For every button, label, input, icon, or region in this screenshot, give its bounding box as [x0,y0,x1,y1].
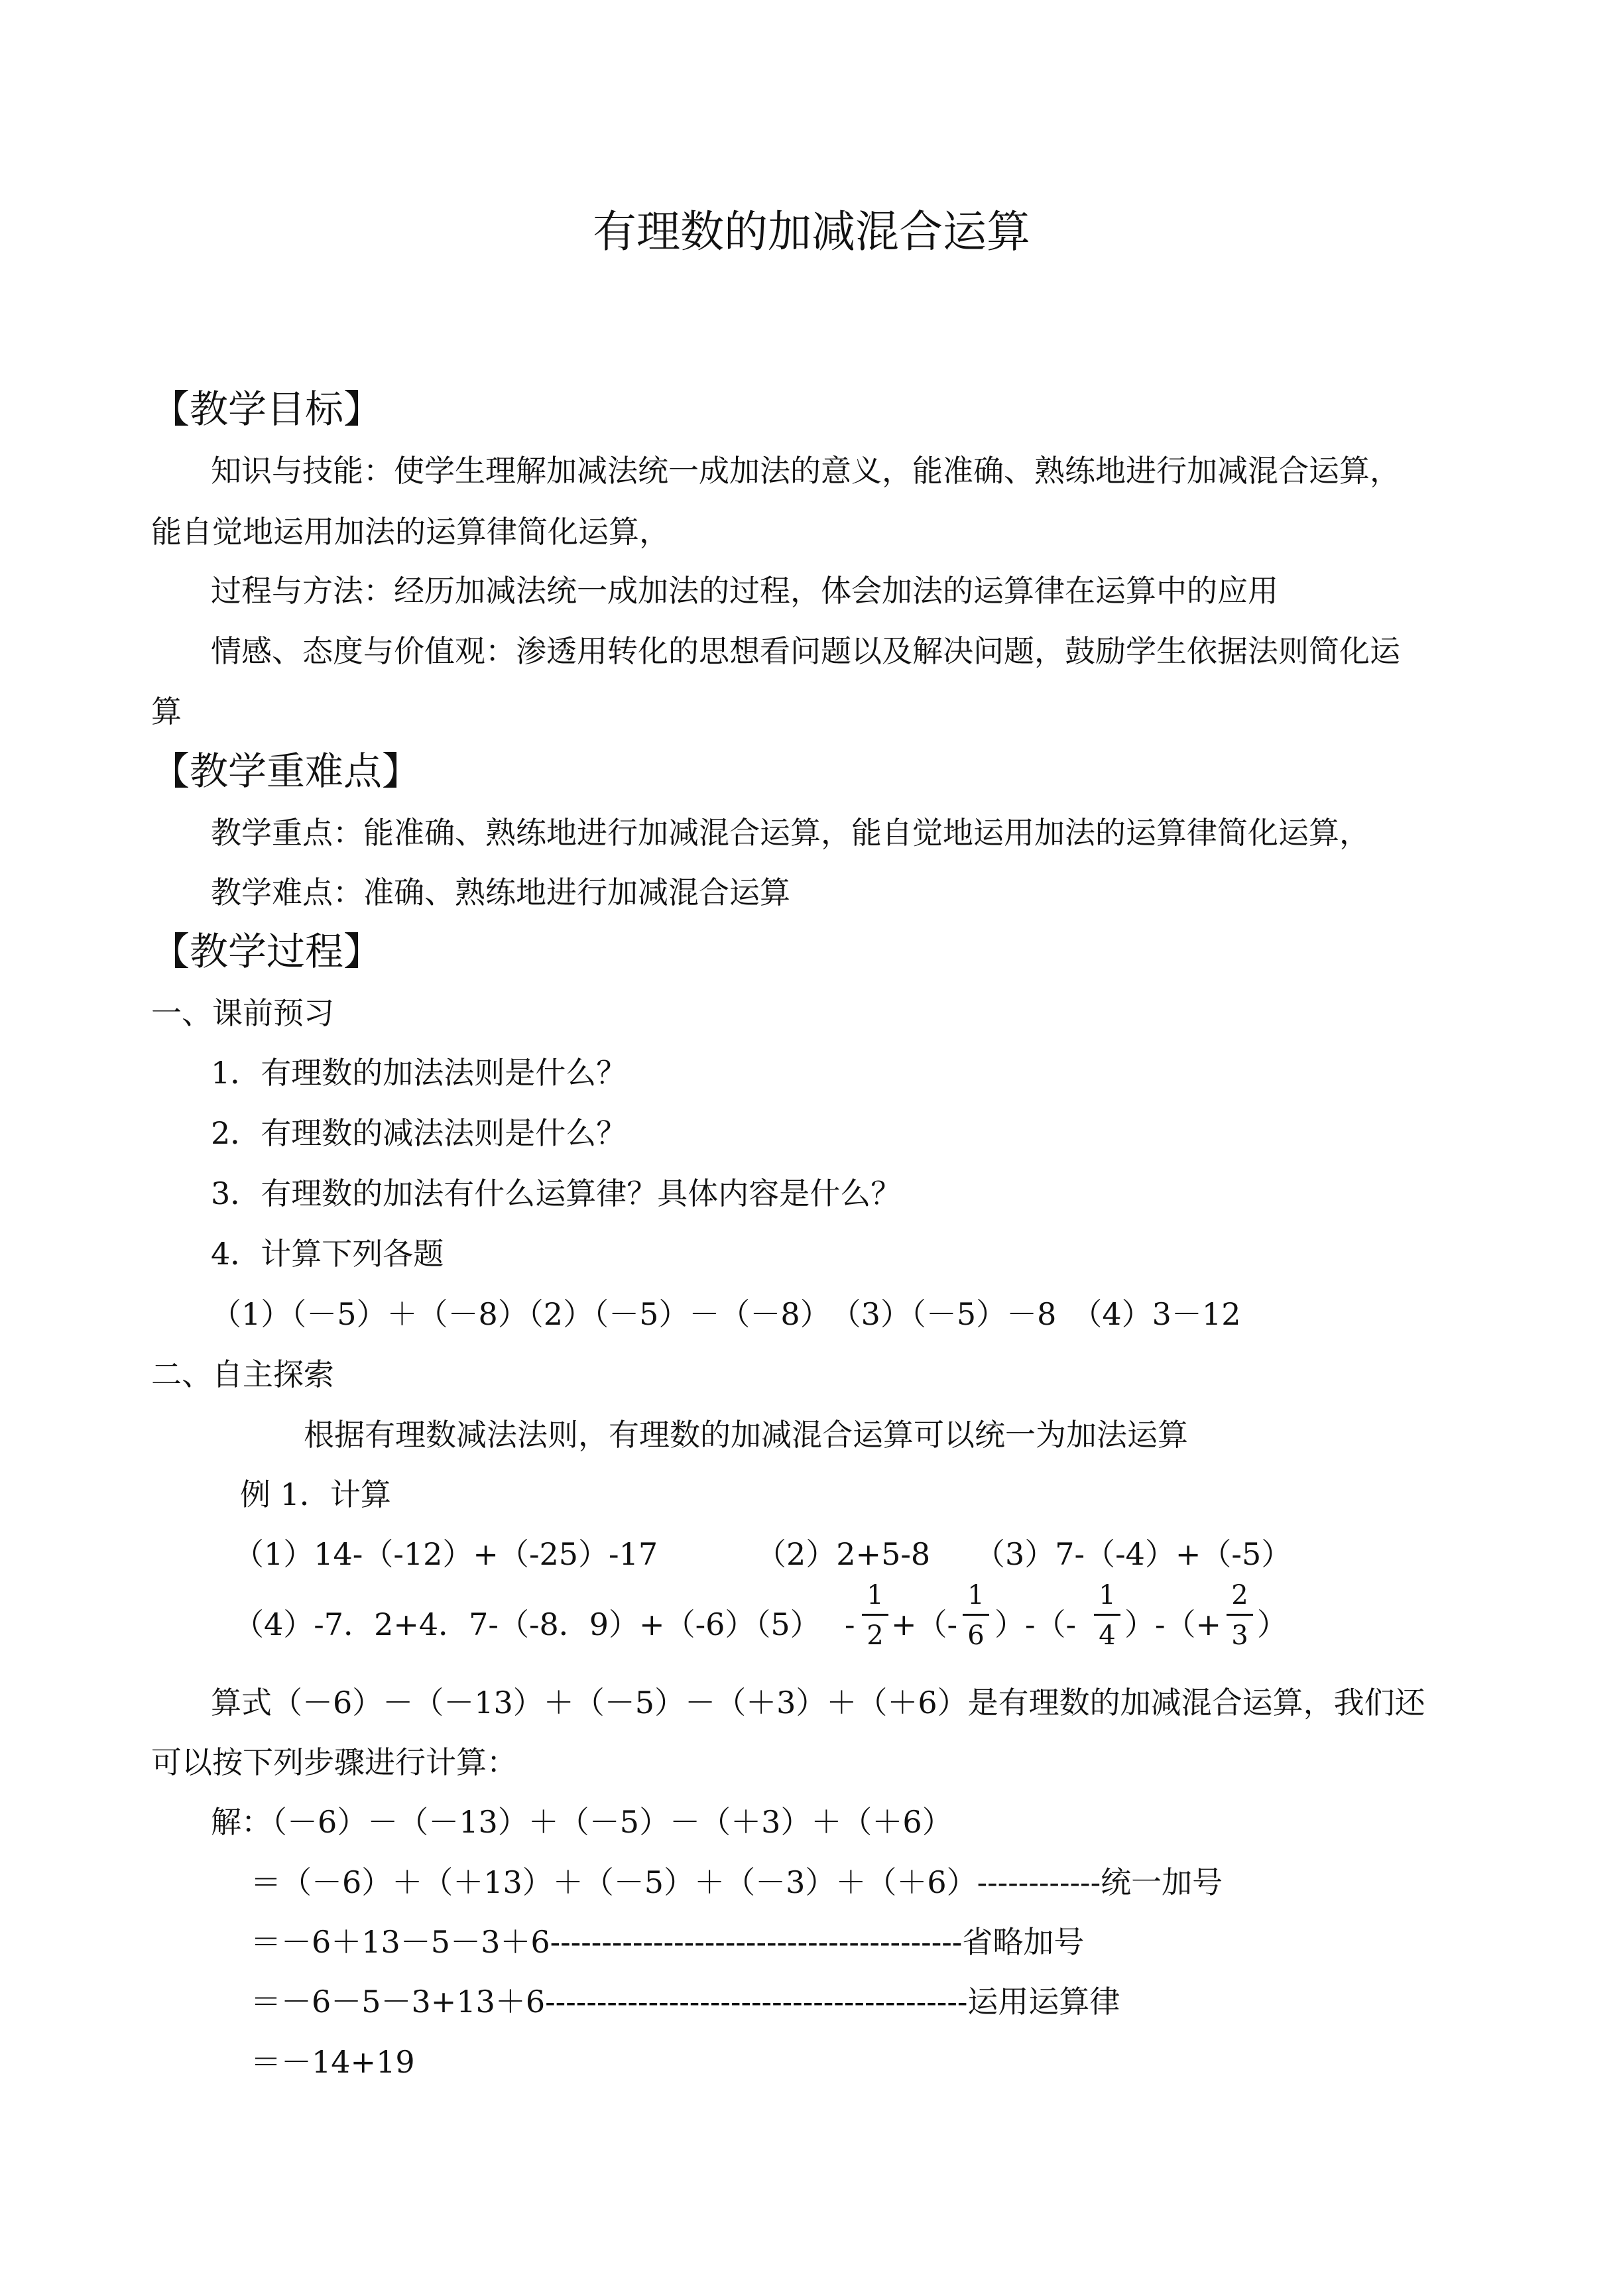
fraction-denominator: 3 [1231,1620,1248,1651]
fraction-denominator: 4 [1099,1620,1116,1651]
frac-sign-1: - [845,1606,855,1642]
fraction-denominator: 2 [867,1620,884,1651]
frac-operator-1: +（- [891,1606,958,1642]
fraction-bar [862,1614,888,1616]
example-expr-3: （3）7-（-4）+（-5） [975,1536,1292,1572]
statement-line1: 算式（－6）－（－13）＋（－5）－（＋3）＋（＋6）是有理数的加减混合运算，我们还 [211,1685,1425,1721]
page-title: 有理数的加减混合运算 [593,206,1030,257]
paragraph-teaching-focus: 教学重点：能准确、熟练地进行加减混合运算，能自觉地运用加法的运算律简化运算， [211,815,1370,851]
solution-step-1: ＝（－6）＋（＋13）＋（－5）＋（－3）＋（＋6）------------统一加号 [251,1864,1223,1900]
fraction-two-thirds [1227,1581,1253,1650]
solution-step-3: ＝－6－5－3+13＋6-----------------------------------------运用运算律 [251,1984,1120,2020]
fraction-bar [963,1614,989,1616]
exercise-list: （1）（－5）＋（－8）（2）（－5）－（－8） （3）（－5）－8 （4）3－12 [211,1296,1241,1332]
frac-close: ） [1257,1606,1288,1642]
question-4: 4．计算下列各题 [211,1236,444,1272]
paragraph-knowledge-line2: 能自觉地运用加法的运算律简化运算， [151,514,670,550]
fraction-one-half [862,1581,888,1650]
fraction-one-sixth [963,1581,989,1650]
fraction-one-fourth [1094,1581,1120,1650]
fraction-bar [1227,1614,1253,1616]
fraction-numerator: 1 [1099,1580,1116,1610]
example-expr-1: （1）14-（-12）+（-25）-17 [233,1536,658,1572]
fraction-bar [1094,1614,1120,1616]
question-1: 1．有理数的加法法则是什么？ [211,1055,627,1091]
solution-step-4: ＝－14+19 [251,2044,415,2080]
frac-operator-2: ）-（- [994,1606,1077,1642]
heading-teaching-goals: 【教学目标】 [151,387,383,432]
paragraph-knowledge-line1: 知识与技能：使学生理解加减法统一成加法的意义，能准确、熟练地进行加减混合运算， [211,453,1400,489]
example-expr-2: （2）2+5-8 [756,1536,931,1572]
paragraph-emotion-line2: 算 [151,694,182,729]
fraction-numerator: 2 [1231,1580,1248,1610]
subheading-self-exploration: 二、自主探索 [151,1357,334,1392]
fraction-numerator: 1 [967,1580,985,1610]
example-label: 例 1．计算 [240,1477,391,1512]
heading-key-points: 【教学重难点】 [151,749,421,794]
subheading-preview: 一、课前预习 [151,995,334,1031]
fraction-numerator: 1 [867,1580,884,1610]
paragraph-process-method: 过程与方法：经历加减法统一成加法的过程，体会加法的运算律在运算中的应用 [211,573,1278,609]
paragraph-emotion-line1: 情感、态度与价值观：渗透用转化的思想看问题以及解决问题，鼓励学生依据法则简化运 [211,633,1400,669]
heading-teaching-process: 【教学过程】 [151,929,383,974]
question-2: 2．有理数的减法法则是什么？ [211,1115,627,1151]
solution-step-2: ＝－6＋13－5－3＋6----------------------------------------省略加号 [251,1924,1085,1960]
statement-line2: 可以按下列步骤进行计算： [151,1744,517,1780]
solution-start: 解：（－6）－（－13）＋（－5）－（＋3）＋（＋6） [211,1804,953,1840]
example-expr-4: （4）-7．2+4．7-（-8．9）+（-6）（5） [233,1606,821,1642]
fraction-denominator: 6 [967,1620,985,1651]
question-3: 3．有理数的加法有什么运算律？具体内容是什么？ [211,1176,902,1211]
paragraph-intro: 根据有理数减法法则，有理数的加减混合运算可以统一为加法运算 [304,1417,1188,1453]
paragraph-teaching-difficulty: 教学难点：准确、熟练地进行加减混合运算 [211,875,790,910]
frac-operator-3: ）-（+ [1124,1606,1222,1642]
